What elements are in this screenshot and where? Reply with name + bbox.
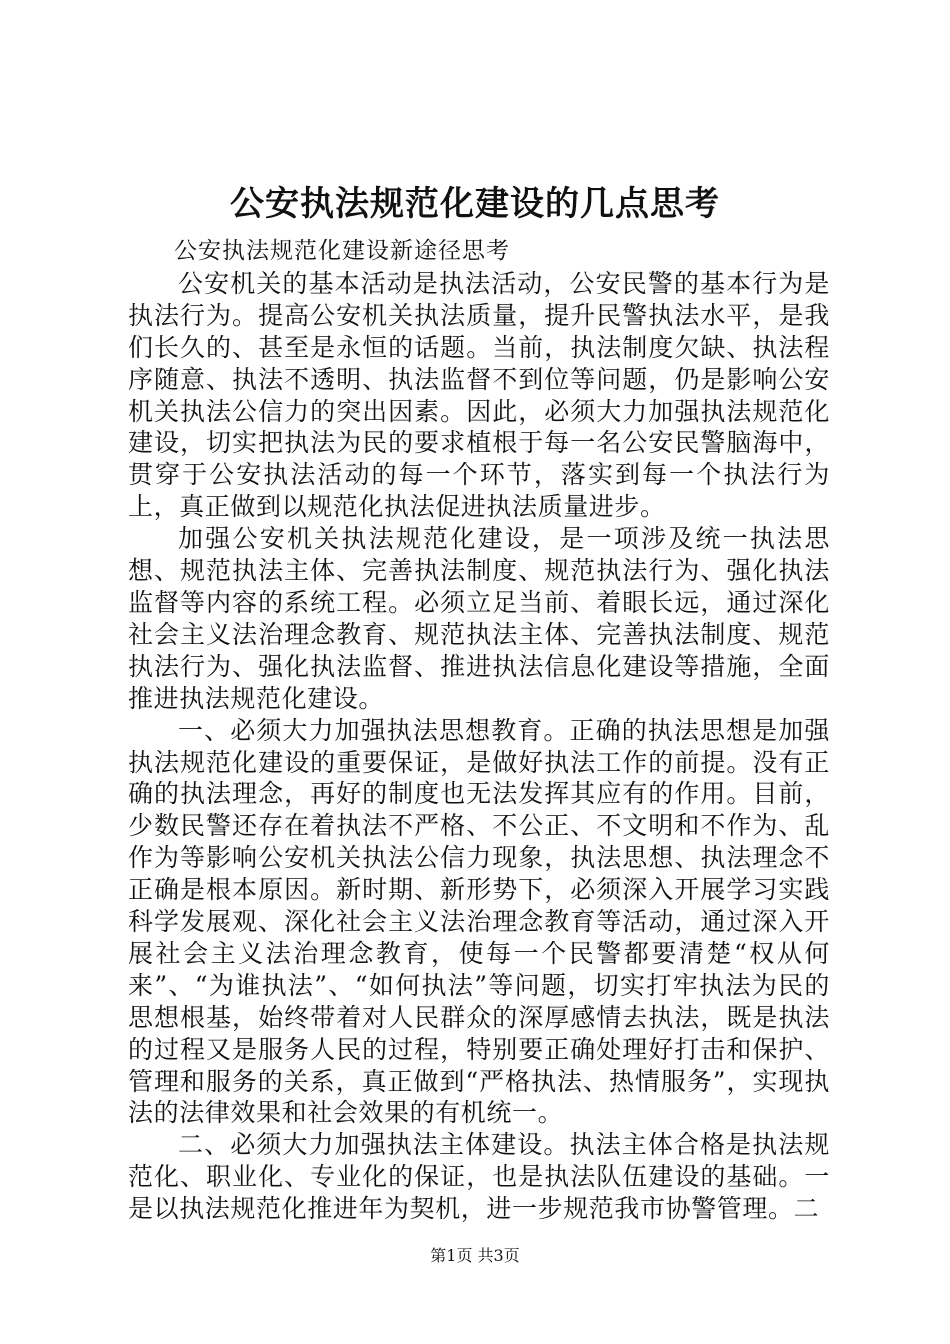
document-title: 公安执法规范化建设的几点思考 [230,184,720,224]
paragraph-overview: 加强公安机关执法规范化建设，是一项涉及统一执法思想、规范执法主体、完善执法制度、规范执法行为、强化执法监督等内容的系统工程。必须立足当前、着眼长远，通过深化社会主义法治理念教育、规范执法主体、完善执法制度、规范执法行为、强化执法监督、推进执法信息化建设等措施，全面推进执法规范化建设。 [128,524,830,713]
document-subtitle: 公安执法规范化建设新途径思考 [174,238,510,264]
document-body [128,236,830,1225]
page-number-footer: 第1页 共3页 [430,1246,520,1265]
paragraph-section-one: 一、必须大力加强执法思想教育。正确的执法思想是加强执法规范化建设的重要保证，是做好执法工作的前提。没有正确的执法理念，再好的制度也无法发挥其应有的作用。目前，少数民警还存在着执法不严格、不公正、不文明和不作为、乱作为等影响公安机关执法公信力现象，执法思想、执法理念不正确是根本原因。新时期、新形势下，必须深入开展学习实践科学发展观、深化社会主义法治理念教育等活动，通过深入开展社会主义法治理念教育，使每一个民警都要清楚“权从何来”、“为谁执法”、“如何执法”等问题，切实打牢执法为民的思想根基，始终带着对人民群众的深厚感情去执法，既是执法的过程又是服务人民的过程，特别要正确处理好打击和保护、管理和服务的关系，真正做到“严格执法、热情服务”，实现执法的法律效果和社会效果的有机统一。 [128,715,830,1128]
paragraph-section-two: 二、必须大力加强执法主体建设。执法主体合格是执法规范化、职业化、专业化的保证，也是执法队伍建设的基础。一是以执法规范化推进年为契机，进一步规范我市协警管理。二 [128,1130,830,1224]
paragraph-intro: 公安机关的基本活动是执法活动，公安民警的基本行为是执法行为。提高公安机关执法质量，提升民警执法水平，是我们长久的、甚至是永恒的话题。当前，执法制度欠缺、执法程序随意、执法不透明、执法监督不到位等问题，仍是影响公安机关执法公信力的突出因素。因此，必须大力加强执法规范化建设，切实把执法为民的要求植根于每一名公安民警脑海中，贯穿于公安执法活动的每一个环节，落实到每一个执法行为上，真正做到以规范化执法促进执法质量进步。 [128,268,830,522]
